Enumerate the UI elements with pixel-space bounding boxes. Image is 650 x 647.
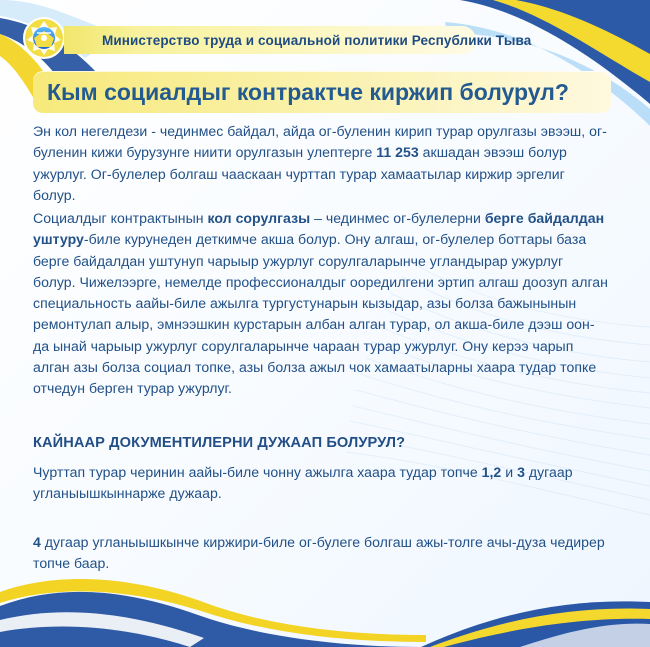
documents-text-middle: и <box>501 464 518 480</box>
documents-heading: КАЙНААР ДОКУМЕНТИЛЕРНИ ДУЖААП БОЛУРУЛ? <box>33 435 406 451</box>
direction-3: 3 <box>517 464 525 480</box>
direction-4: 4 <box>33 534 41 550</box>
documents-text-after: дугаар угланыышкыннарже дужаар. <box>33 464 573 502</box>
page-title: Кым социалдыг контрактче киржип болурул? <box>47 78 569 105</box>
purpose-text-3: -биле курунеден деткимче акша болур. Ону алгаш, ог-булелер боттары база берге байдалдан уштунуп чарыыр ужурлуг сорулгаларынче угландырар ужурлуг болур. Чижелээрге, немелде профессионалдыг ооредилгени эртип алгаш доозуп алган специальность аайы-биле ажылга тургустунарын кызыдар, азы болза бажынынын ремонтулап алыр, эмнээшкин курстарын албан алган турар, ол акша-биле дээш оон-да ынай чарыыр ужурлуг сорулгаларынче чараан турар ужурлуг. Ону керээ чарып алган азы болза социал топке, азы болза ажыл чок хамаатыларны хаара тудар топке отчедун берген турар ужурлуг. <box>33 231 608 397</box>
purpose-text-1: Социалдыг контрактынын <box>33 210 208 226</box>
ministry-title: Министерство труда и социальной политики Республики Тыва <box>102 32 532 48</box>
purpose-text-2: – чединмес ог-булелерни <box>310 210 485 226</box>
purpose-bold-1: кол сорулгазы <box>207 210 311 226</box>
intro-text-before-amount: Эн кол негелдези - чединмес байдал, айда ог-буленин кирип турар орулгазы эвээш, ог-буленин кижи бурузунге ниити орулгазын улептерге <box>33 123 607 161</box>
headline-banner <box>33 71 611 113</box>
ministry-strip <box>64 26 532 54</box>
documents-directions-1-3 <box>33 462 608 505</box>
intro-text-after-amount: акшадан эвээш болур ужурлуг. Ог-булелер болгаш чааскаан чурттап турар хамаатылар киржир эргелиг болур. <box>33 144 567 203</box>
documents-text-before: Чурттап турар черинин аайы-биле чонну ажылга хаара тудар топче <box>33 464 482 480</box>
documents-direction-4 <box>33 532 608 575</box>
documents-direction-4-text: дугаар угланыышкынче киржири-биле ог-булеге болгаш ажы-толге ачы-дуза чедирер топче баар. <box>33 534 605 572</box>
contract-purpose-paragraph <box>33 208 608 400</box>
directions-1-2: 1,2 <box>481 464 502 480</box>
intro-paragraph <box>33 121 608 206</box>
purpose-bold-2: берге байдалдан уштуру <box>33 210 605 248</box>
header <box>18 14 532 62</box>
emblem-icon <box>18 14 70 62</box>
income-amount: 11 253 <box>376 144 419 161</box>
